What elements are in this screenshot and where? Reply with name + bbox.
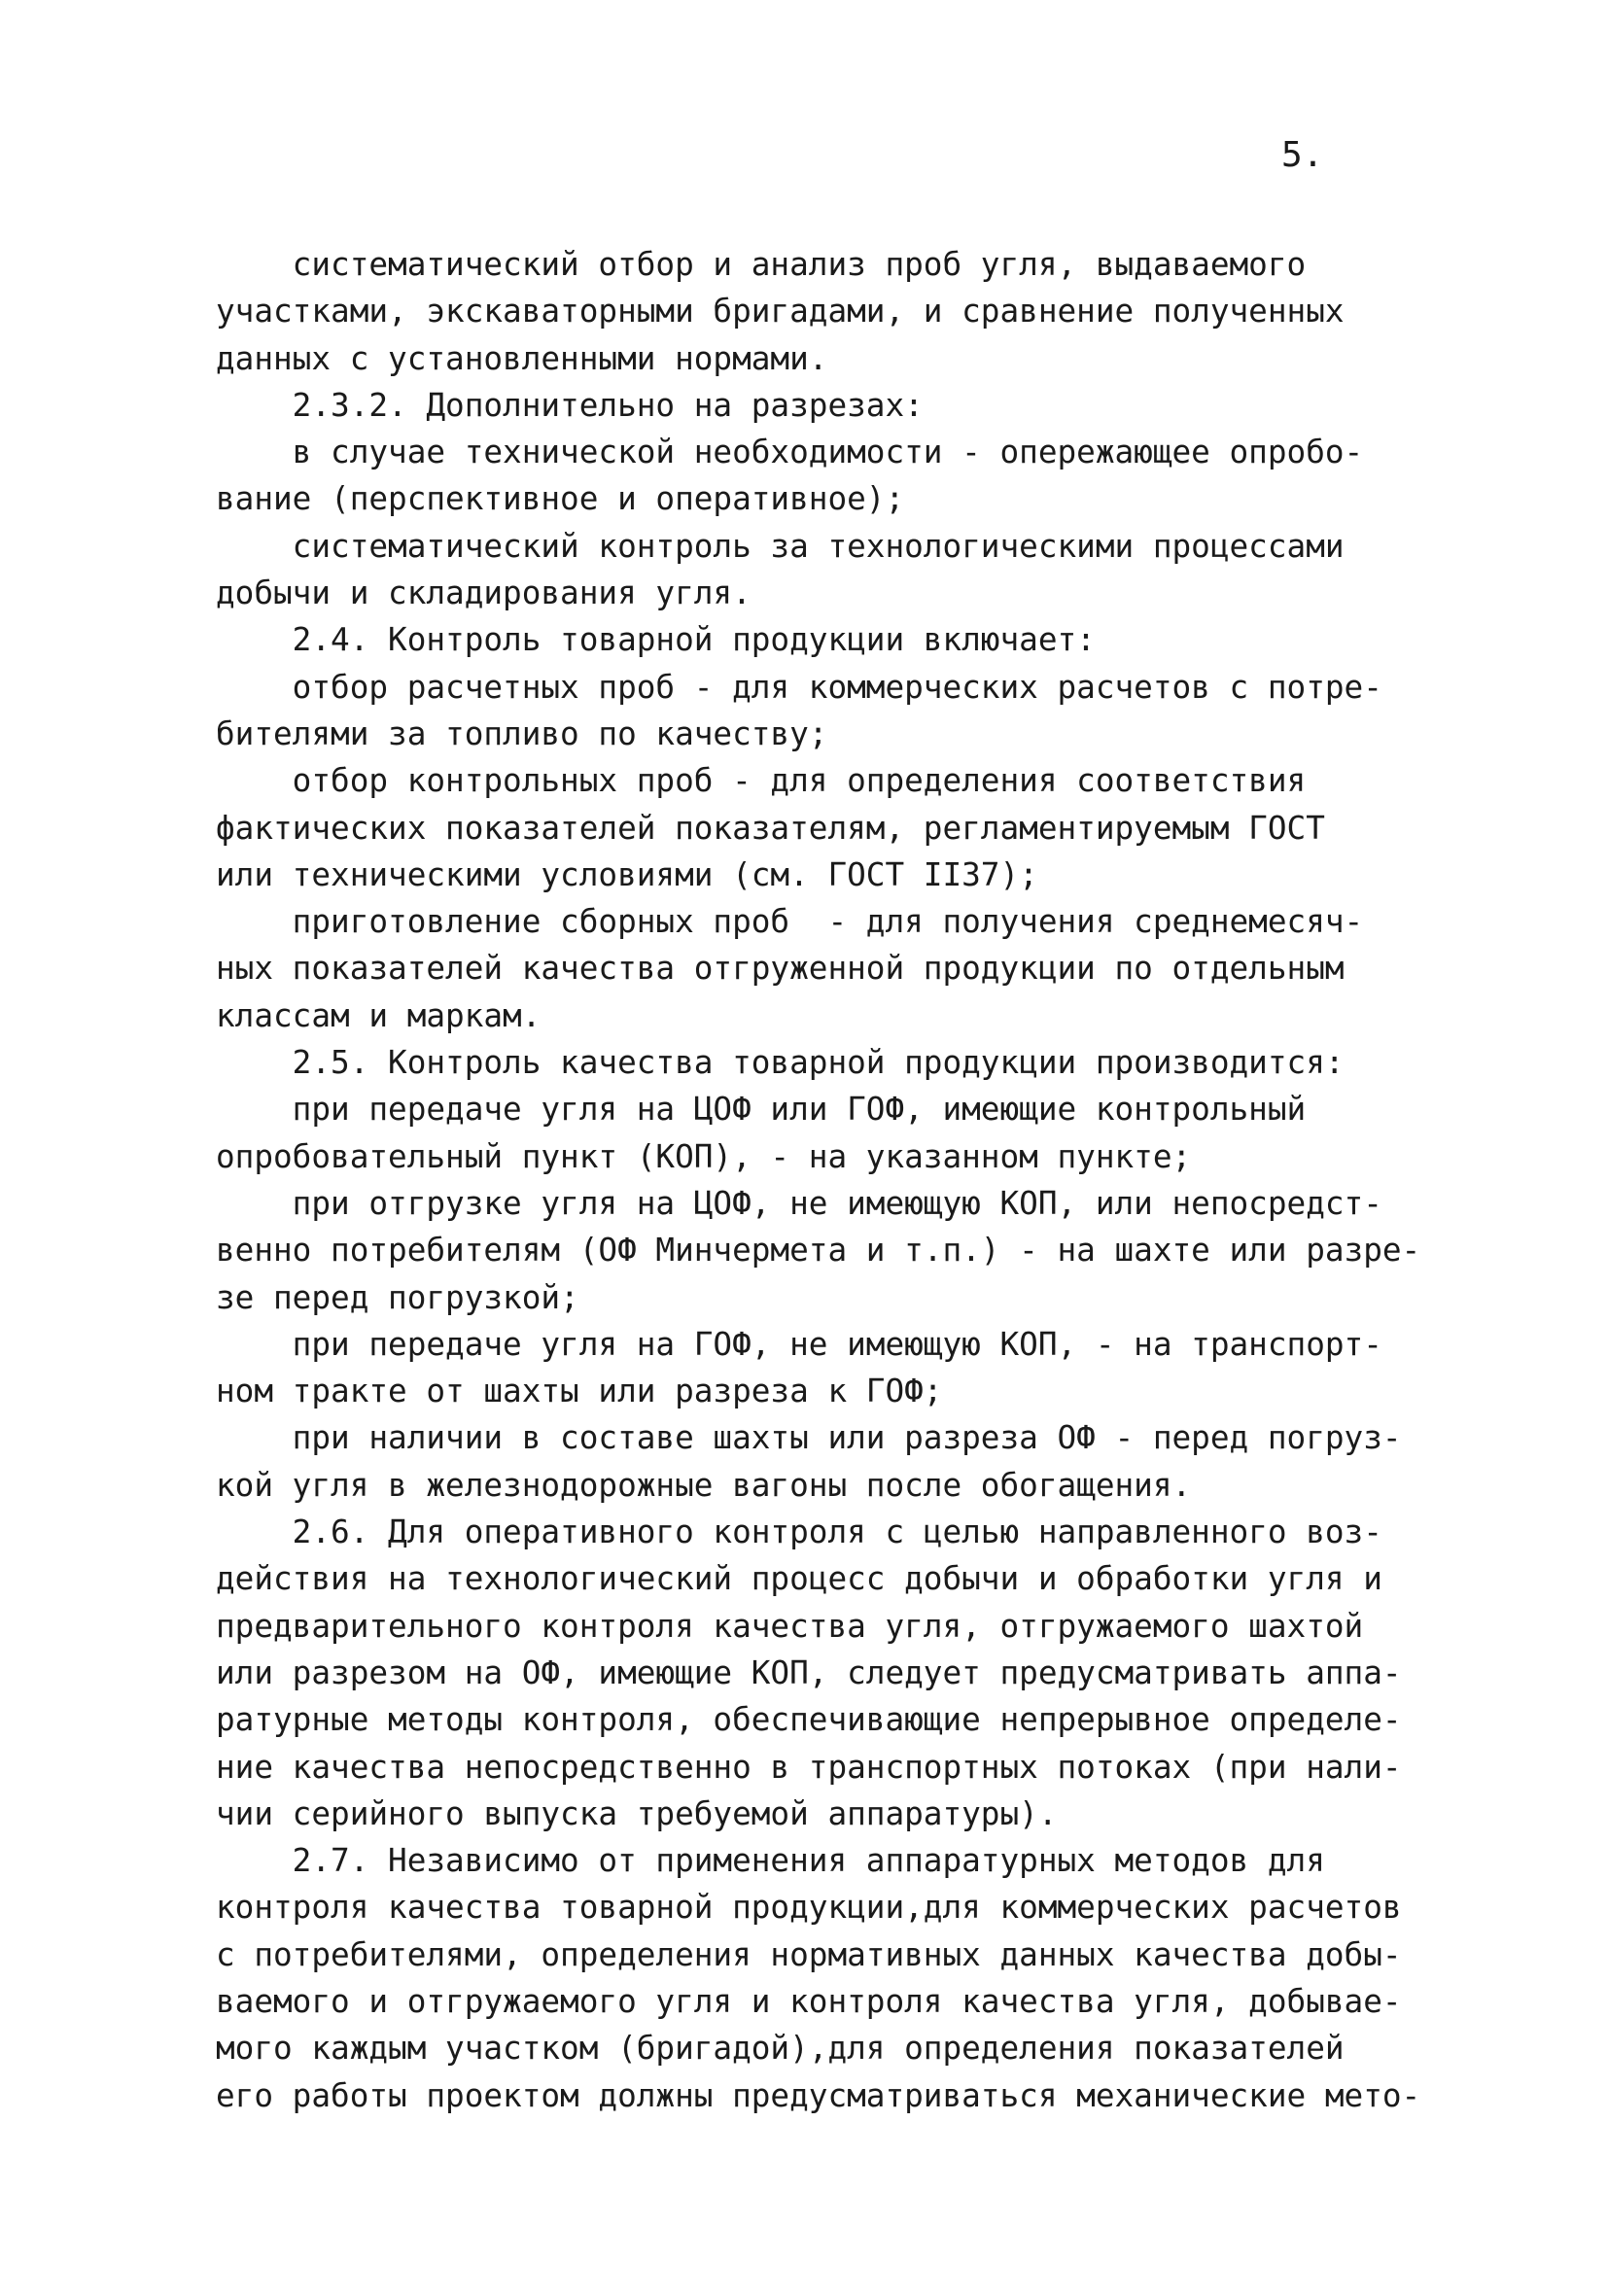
text-line: систематический отбор и анализ проб угля, выдаваемого [216,246,1307,283]
page-number: 5. [1281,135,1324,175]
text-line: или техническими условиями (см. ГОСТ II37); [216,855,1038,893]
text-line: при передаче угля на ЦОФ или ГОФ, имеющие контрольный [216,1091,1307,1129]
text-line: при наличии в составе шахты или разреза ОФ - перед погруз- [216,1419,1402,1457]
text-line: мого каждым участком (бригадой),для определения показателей [216,2030,1345,2068]
text-line: отбор расчетных проб - для коммерческих расчетов с потре- [216,668,1382,706]
text-line: или разрезом на ОФ, имеющие КОП, следует предусматривать аппа- [216,1653,1402,1691]
text-line: ном тракте от шахты или разреза к ГОФ; [216,1373,943,1410]
text-line: данных с установленными нормами. [216,339,828,377]
text-line: при передаче угля на ГОФ, не имеющую КОП, - на транспорт- [216,1325,1382,1363]
text-line: бителями за топливо по качеству; [216,714,828,752]
text-line: классам и маркам. [216,996,542,1034]
text-line: венно потребителям (ОФ Минчермета и т.п.) - на шахте или разре- [216,1232,1421,1270]
text-line: вание (перспективное и оперативное); [216,480,905,518]
text-line: отбор контрольных проб - для определения соответствия [216,762,1307,800]
text-line: контроля качества товарной продукции,для коммерческих расчетов [216,1889,1402,1927]
text-line: систематический контроль за технологическими процессами [216,527,1345,565]
text-line: фактических показателей показателям, регламентируемым ГОСТ [216,809,1325,847]
text-line: 2.6. Для оперативного контроля с целью направленного воз- [216,1513,1382,1551]
text-line: зе перед погрузкой; [216,1278,579,1316]
text-line: 2.7. Независимо от применения аппаратурных методов для [216,1842,1325,1880]
text-line: ных показателей качества отгруженной продукции по отдельным [216,950,1345,988]
text-line: приготовление сборных проб - для получения среднемесяч- [216,903,1364,941]
text-line: 2.4. Контроль товарной продукции включает: [216,621,1096,659]
text-line: чии серийного выпуска требуемой аппаратуры). [216,1794,1058,1832]
text-line: опробовательный пункт (КОП), - на указанном пункте; [216,1137,1192,1175]
text-line: при отгрузке угля на ЦОФ, не имеющую КОП, или непосредст- [216,1184,1382,1222]
text-line: действия на технологический процесс добычи и обработки угля и [216,1560,1382,1598]
body-text [216,241,1421,2119]
text-line: с потребителями, определения нормативных данных качества добы- [216,1935,1402,1973]
text-line: добычи и складирования угля. [216,574,752,612]
text-line: ваемого и отгружаемого угля и контроля качества угля, добывае- [216,1982,1402,2020]
text-line: предварительного контроля качества угля, отгружаемого шахтой [216,1607,1364,1645]
text-line: в случае технической необходимости - опережающее опробо- [216,434,1364,471]
text-line: участками, экскаваторными бригадами, и сравнение полученных [216,293,1345,330]
text-line: его работы проектом должны предусматриваться механические мето- [216,2076,1421,2114]
text-line: ратурные методы контроля, обеспечивающие непрерывное определе- [216,1701,1402,1739]
text-line: 2.5. Контроль качества товарной продукции производится: [216,1044,1345,1082]
text-line: кой угля в железнодорожные вагоны после обогащения. [216,1466,1192,1504]
text-line: ние качества непосредственно в транспортных потоках (при нали- [216,1748,1402,1786]
text-line: 2.3.2. Дополнительно на разрезах: [216,386,924,424]
